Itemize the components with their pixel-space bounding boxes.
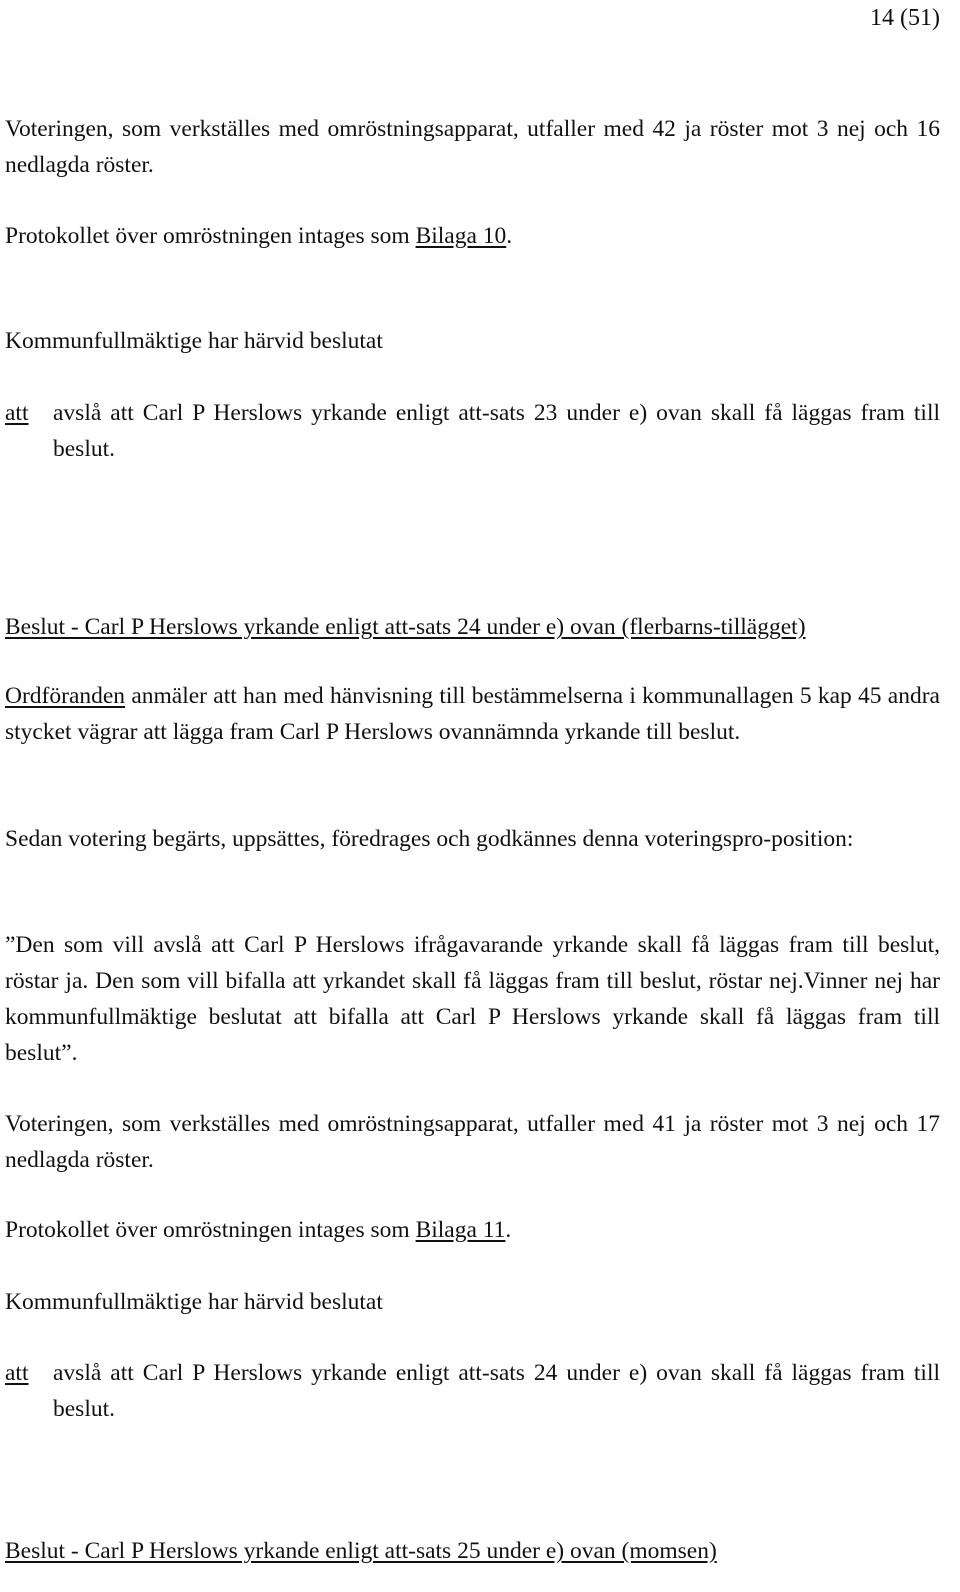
chairman-text: anmäler att han med hänvisning till bestämmelserna i kommunallagen 5 kap 45 andra stycket vägrar att lägga fram Carl P Herslows ovannämnda yrkande till beslut.: [5, 683, 940, 745]
protocol-period-1: .: [506, 223, 513, 249]
att-label: att: [5, 1360, 29, 1386]
att-clause-text: avslå att Carl P Herslows yrkande enligt att-sats 23 under e) ovan skall få läggas fram till beslut.: [53, 400, 940, 462]
protocol-text-1: Protokollet över omröstningen intages som: [5, 223, 416, 249]
appendix-link-11[interactable]: Bilaga 11: [415, 1217, 506, 1243]
decision-intro-1: Kommunfullmäktige har härvid beslutat: [5, 328, 383, 354]
section-heading-att-sats-24: Beslut - Carl P Herslows yrkande enligt att-sats 24 under e) ovan (flerbarns-tillägget): [5, 614, 806, 640]
att-clause-1: [5, 395, 940, 467]
protocol-paragraph-1: [5, 218, 940, 254]
vote-result-paragraph-2: Voteringen, som verkställes med omröstningsapparat, utfaller med 41 ja röster mot 3 nej och 17 nedlagda röster.: [5, 1111, 940, 1173]
att-label: att: [5, 400, 29, 426]
att-clause-2: [5, 1355, 940, 1427]
decision-intro-2: Kommunfullmäktige har härvid beslutat: [5, 1289, 383, 1315]
att-clause-text: avslå att Carl P Herslows yrkande enligt att-sats 24 under e) ovan skall få läggas fram till beslut.: [53, 1360, 940, 1422]
page-number: 14 (51): [870, 5, 940, 31]
vote-result-paragraph-1: Voteringen, som verkställes med omröstningsapparat, utfaller med 42 ja röster mot 3 nej och 16 nedlagda röster.: [5, 116, 940, 178]
chairman-word: Ordföranden: [5, 683, 126, 709]
protocol-period-2: .: [505, 1217, 512, 1243]
protocol-text-2: Protokollet över omröstningen intages som: [5, 1217, 416, 1243]
section-heading-att-sats-25: Beslut - Carl P Herslows yrkande enligt att-sats 25 under e) ovan (momsen): [5, 1538, 717, 1564]
proposition-paragraph: ”Den som vill avslå att Carl P Herslows ifrågavarande yrkande skall få läggas fram till beslut, röstar ja. Den som vill bifalla att yrkandet skall få läggas fram till beslut, röstar nej.Vinner nej har kommunfullmäktige beslutat att bifalla att Carl P Herslows yrkande skall få läggas fram till beslut”.: [5, 932, 940, 1066]
chairman-paragraph: [5, 678, 940, 750]
vote-request-paragraph: Sedan votering begärts, uppsättes, föredrages och godkännes denna voteringspro-position:: [5, 826, 854, 852]
appendix-link-10[interactable]: Bilaga 10: [415, 223, 507, 249]
protocol-paragraph-2: [5, 1212, 940, 1248]
